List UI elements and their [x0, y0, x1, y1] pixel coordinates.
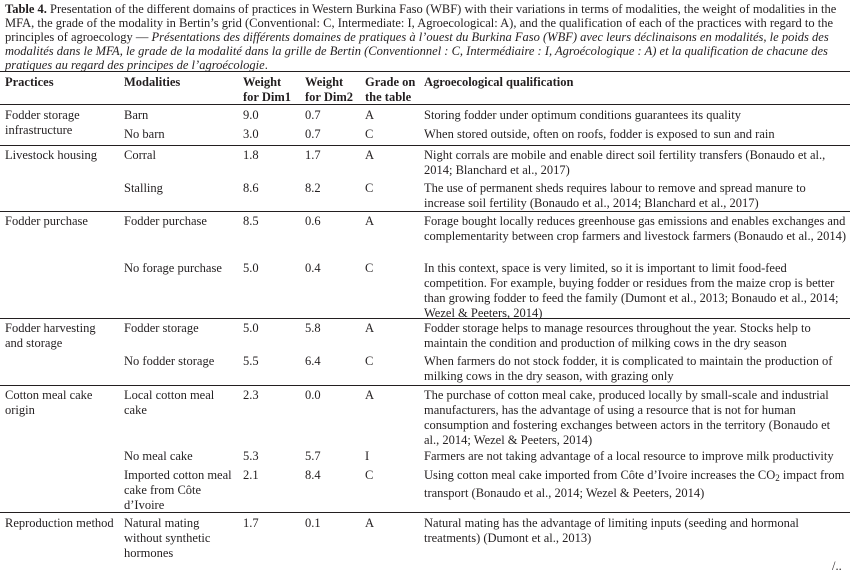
header-modalities: Modalities	[124, 75, 181, 89]
modality-cell: Fodder storage	[124, 321, 199, 335]
header-grade-line1: Grade on	[365, 75, 416, 89]
weight-dim2-cell: 6.4	[305, 354, 321, 368]
header-weight-dim1-line1: Weight	[243, 75, 282, 89]
header-agroecological-qualification: Agroecological qualification	[424, 75, 574, 89]
practice-cell: Reproduction method	[5, 516, 114, 530]
weight-dim2-cell: 0.7	[305, 127, 321, 141]
grade-cell: A	[365, 388, 375, 402]
grade-cell: A	[365, 214, 375, 228]
caption-end: .	[264, 58, 268, 72]
weight-dim2-cell: 1.7	[305, 148, 321, 162]
weight-dim1-cell: 8.5	[243, 214, 259, 228]
weight-dim2-cell: 8.2	[305, 181, 321, 195]
qualification-cell: When stored outside, often on roofs, fodder is exposed to sun and rain	[424, 127, 775, 141]
qualification-cell: Natural mating has the advantage of limiting inputs (seeding and hormonal treatments) (Dumont et al., 2013)	[424, 516, 799, 545]
grade-cell: C	[365, 354, 374, 368]
qualification-cell	[424, 468, 848, 501]
practice-cell: Fodder purchase	[5, 214, 88, 228]
qualification-cell: In this context, space is very limited, so it is important to limit food-feed competition. For example, buying fodder or residues from the maize crop is better than growing fodder to feed the family (Dumont et al., 2013; Bonaudo et al., 2014; Wezel & Peeters, 2014)	[424, 261, 839, 320]
weight-dim1-cell: 3.0	[243, 127, 259, 141]
table-label: Table 4.	[5, 2, 47, 16]
weight-dim1-cell: 5.0	[243, 321, 259, 335]
modality-cell: No barn	[124, 127, 165, 141]
practice-cell: Livestock housing	[5, 148, 98, 162]
header-grade-line2: the table	[365, 90, 412, 104]
qualification-cell: The use of permanent sheds requires labour to remove and spread manure to increase soil fertility (Bonaudo et al., 2014; Blanchard et al., 2017)	[424, 181, 806, 210]
modality-cell: Fodder purchase	[124, 214, 207, 228]
group-rule	[0, 385, 850, 386]
top-rule	[0, 71, 850, 72]
group-rule	[0, 512, 850, 513]
qualification-cell: Forage bought locally reduces greenhouse gas emissions and enables exchanges and complementarity between crop farmers and livestock farmers (Bonaudo et al., 2014)	[424, 214, 847, 243]
grade-cell: I	[365, 449, 370, 463]
header-practices: Practices	[5, 75, 54, 89]
qualification-cell: Fodder storage helps to manage resources throughout the year. Stocks help to maintain the condition and production of milking cows in the dry season	[424, 321, 811, 350]
qualification-cell: Storing fodder under optimum conditions guarantees its quality	[424, 108, 741, 122]
qualification-cell: Farmers are not taking advantage of a local resource to improve milk productivity	[424, 449, 834, 463]
header-weight-dim1	[243, 75, 298, 105]
modality-cell: No fodder storage	[124, 354, 215, 368]
weight-dim1-cell: 1.8	[243, 148, 259, 162]
weight-dim1-cell: 5.3	[243, 449, 259, 463]
practice-cell: Cotton meal cake origin	[5, 388, 93, 417]
qualification-text-start: Using cotton meal cake imported from Côte d’Ivoire increases the CO	[424, 468, 776, 482]
qualification-cell: The purchase of cotton meal cake, produced locally by small-scale and industrial manufacturers, has the advantage of using a resource that is not for human consumption and fostering exchanges between actors in the territory (Bonaudo et al., 2014; Wezel & Peeters, 2014)	[424, 388, 831, 447]
header-grade	[365, 75, 420, 105]
weight-dim1-cell: 2.3	[243, 388, 259, 402]
grade-cell: A	[365, 321, 375, 335]
weight-dim2-cell: 5.8	[305, 321, 321, 335]
caption-english: Presentation of the different domains of practices in Western Burkina Faso (WBF) with their variations in terms of modalities, the weight of modalities in the MFA, the grade of the modality in Bertin’s grid (Conventional: C, Intermediate: I, Agroecological: A), and the qualification of each of the practices with regard to the principles of agroecology	[5, 2, 837, 44]
grade-cell: C	[365, 127, 374, 141]
header-weight-dim2-line1: Weight	[305, 75, 344, 89]
weight-dim2-cell: 5.7	[305, 449, 321, 463]
caption-separator: —	[132, 30, 152, 44]
weight-dim2-cell: 0.4	[305, 261, 321, 275]
modality-cell: Corral	[124, 148, 156, 162]
weight-dim1-cell: 9.0	[243, 108, 259, 122]
group-rule	[0, 318, 850, 319]
co2-subscript: 2	[775, 473, 780, 483]
modality-cell: Stalling	[124, 181, 163, 195]
modality-cell: Local cotton meal cake	[124, 388, 215, 417]
weight-dim2-cell: 8.4	[305, 468, 321, 482]
qualification-text-end: impact from transport (Bonaudo et al., 2014; Wezel & Peeters, 2014)	[424, 468, 845, 500]
grade-cell: C	[365, 181, 374, 195]
group-rule	[0, 145, 850, 146]
grade-cell: C	[365, 261, 374, 275]
header-weight-dim2	[305, 75, 360, 105]
caption-french: Présentations des différents domaines de pratiques à l’ouest du Burkina Faso (WBF) avec leurs déclinaisons en modalités, le poids des modalités dans le MFA, le grade de la modalité dans la grille de Bertin (Conventionnel : C, Intermédiaire : I, Agroécologique : A) et la qualification de chacune des pratiques au regard des principes de l’agroécologie	[5, 30, 829, 72]
table-caption	[5, 2, 847, 72]
modality-cell: Natural mating without synthetic hormones	[124, 516, 211, 560]
weight-dim2-cell: 0.0	[305, 388, 321, 402]
grade-cell: A	[365, 516, 375, 530]
weight-dim1-cell: 5.0	[243, 261, 259, 275]
header-weight-dim1-line2: for Dim1	[243, 90, 292, 104]
weight-dim2-cell: 0.1	[305, 516, 321, 530]
practice-cell: Fodder harvesting and storage	[5, 321, 96, 350]
practice-cell: Fodder storage infrastructure	[5, 108, 80, 137]
grade-cell: A	[365, 108, 375, 122]
header-weight-dim2-line2: for Dim2	[305, 90, 354, 104]
modality-cell: Barn	[124, 108, 149, 122]
grade-cell: C	[365, 468, 374, 482]
weight-dim2-cell: 0.6	[305, 214, 321, 228]
group-rule	[0, 211, 850, 212]
modality-cell: No meal cake	[124, 449, 193, 463]
continuation-marker: /..	[832, 559, 842, 573]
qualification-cell: When farmers do not stock fodder, it is complicated to maintain the production of milking cows in the dry season, with grazing only	[424, 354, 833, 383]
header-rule	[0, 104, 850, 105]
modality-cell: No forage purchase	[124, 261, 222, 275]
modality-cell: Imported cotton meal cake from Côte d’Ivoire	[124, 468, 232, 512]
weight-dim1-cell: 2.1	[243, 468, 259, 482]
weight-dim1-cell: 8.6	[243, 181, 259, 195]
grade-cell: A	[365, 148, 375, 162]
weight-dim1-cell: 1.7	[243, 516, 259, 530]
weight-dim2-cell: 0.7	[305, 108, 321, 122]
qualification-cell: Night corrals are mobile and enable direct soil fertility transfers (Bonaudo et al., 2014; Blanchard et al., 2017)	[424, 148, 826, 177]
weight-dim1-cell: 5.5	[243, 354, 259, 368]
